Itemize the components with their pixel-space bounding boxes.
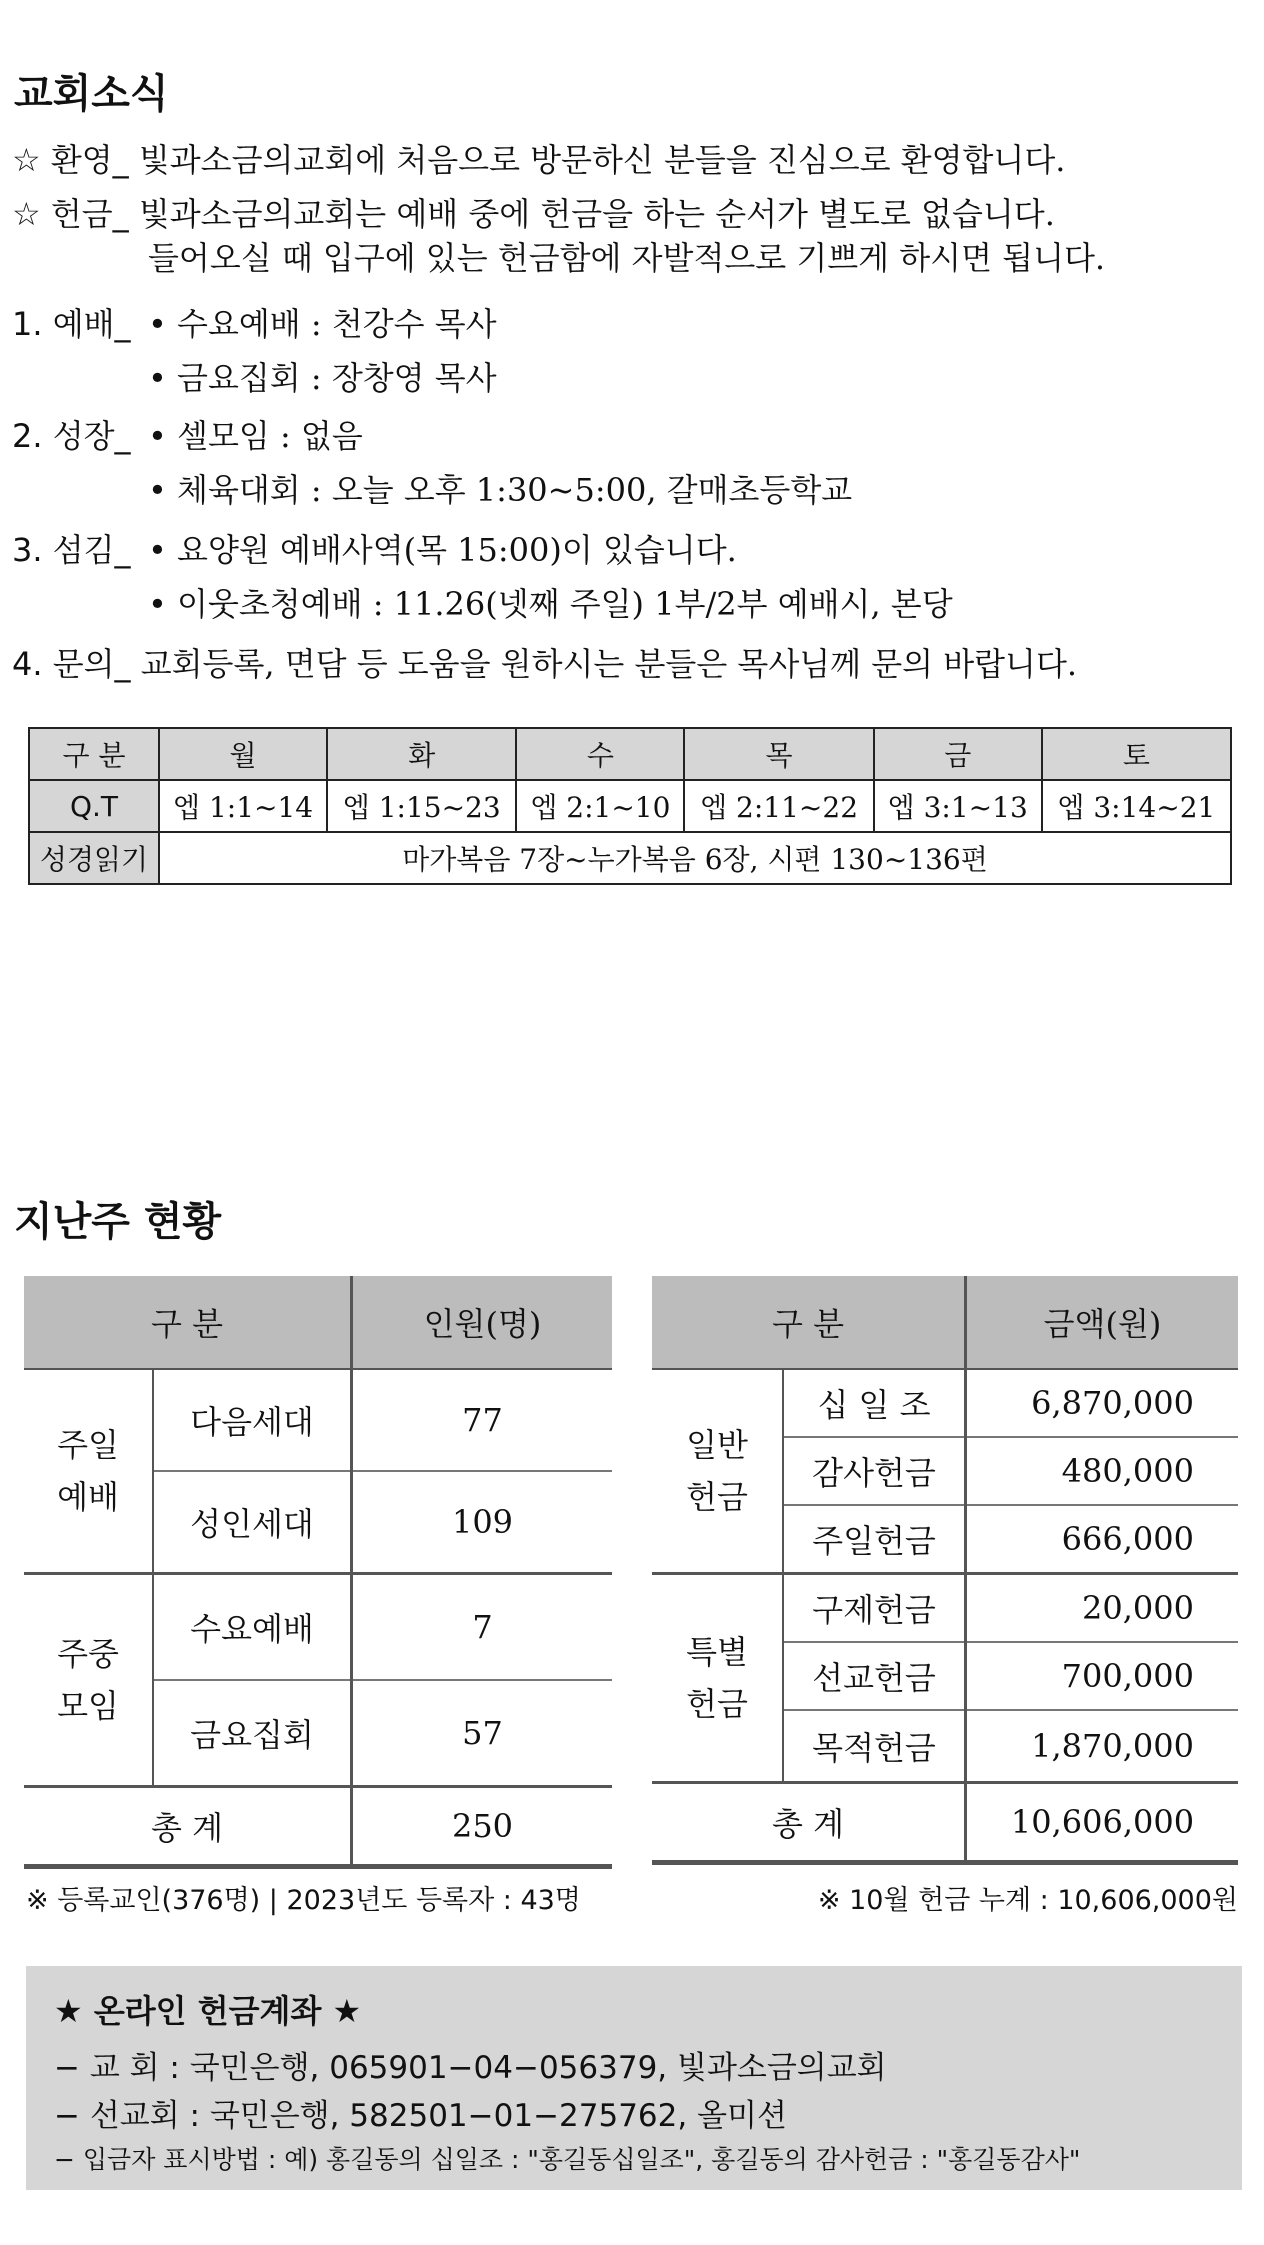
offering-header-amount: 금액(원) bbox=[966, 1276, 1239, 1369]
qt-label: Q.T bbox=[29, 780, 159, 832]
offering-header-row bbox=[652, 1276, 1238, 1369]
welcome-key: ☆ 환영_ bbox=[12, 141, 129, 179]
attendance-row-value: 57 bbox=[352, 1680, 613, 1787]
item4-text: 교회등록, 면담 등 도움을 원하시는 분들은 목사님께 문의 바랍니다. bbox=[140, 645, 1078, 683]
item1-key: 1. 예배_ bbox=[12, 305, 131, 343]
qt-header-cell: 목 bbox=[684, 728, 873, 780]
attendance-total-label: 총 계 bbox=[24, 1787, 352, 1867]
qt-cell: 엡 2:1~10 bbox=[516, 780, 684, 832]
offering-row-label: 구제헌금 bbox=[783, 1574, 966, 1643]
offering-total-label: 총 계 bbox=[652, 1783, 966, 1863]
online-offering-box bbox=[26, 1966, 1242, 2190]
qt-header-cell: 월 bbox=[159, 728, 327, 780]
qt-header-row bbox=[29, 728, 1231, 780]
table-row bbox=[24, 1574, 612, 1681]
attendance-table bbox=[24, 1276, 612, 1869]
offering-text-2: 들어오실 때 입구에 있는 헌금함에 자발적으로 기쁘게 하시면 됩니다. bbox=[148, 239, 1106, 277]
attendance-row-label: 성인세대 bbox=[153, 1471, 352, 1574]
qt-header-cell: 토 bbox=[1042, 728, 1231, 780]
qt-cell: 엡 2:11~22 bbox=[684, 780, 873, 832]
item3-key: 3. 섬김_ bbox=[12, 531, 131, 569]
qt-cell: 엡 3:14~21 bbox=[1042, 780, 1231, 832]
attendance-row-label: 금요집회 bbox=[153, 1680, 352, 1787]
offering-row-value: 20,000 bbox=[966, 1574, 1239, 1643]
attendance-header-row bbox=[24, 1276, 612, 1369]
offering-line bbox=[12, 194, 1055, 234]
online-account-church: − 교 회 : 국민은행, 065901−04−056379, 빛과소금의교회 bbox=[54, 2050, 887, 2086]
item1-a: • 수요예배 : 천강수 목사 bbox=[148, 305, 497, 343]
item3-a: • 요양원 예배사역(목 15:00)이 있습니다. bbox=[148, 531, 737, 569]
qt-cell: 엡 1:1~14 bbox=[159, 780, 327, 832]
offering-group-label: 일반 헌금 bbox=[652, 1369, 783, 1574]
online-account-mission: − 선교회 : 국민은행, 582501−01−275762, 올미션 bbox=[54, 2098, 787, 2134]
attendance-row-label: 수요예배 bbox=[153, 1574, 352, 1681]
offering-row-value: 6,870,000 bbox=[966, 1369, 1239, 1437]
item4-key: 4. 문의_ bbox=[12, 645, 131, 683]
qt-header-cell: 금 bbox=[874, 728, 1042, 780]
offering-row-value: 700,000 bbox=[966, 1642, 1239, 1710]
offering-row-label: 선교헌금 bbox=[783, 1642, 966, 1710]
news-title: 교회소식 bbox=[14, 71, 169, 117]
attendance-header-category: 구 분 bbox=[24, 1276, 352, 1369]
note-monthly-total: ※ 10월 헌금 누계 : 10,606,000원 bbox=[817, 1885, 1238, 1916]
table-row bbox=[652, 1574, 1238, 1643]
offering-group-label: 특별 헌금 bbox=[652, 1574, 783, 1783]
attendance-total-row bbox=[24, 1787, 612, 1867]
qt-cell: 엡 3:1~13 bbox=[874, 780, 1042, 832]
attendance-group-label: 주일 예배 bbox=[24, 1369, 153, 1574]
offering-row-label: 감사헌금 bbox=[783, 1437, 966, 1505]
offering-row-label: 목적헌금 bbox=[783, 1710, 966, 1783]
item1-b: • 금요집회 : 장창영 목사 bbox=[148, 359, 497, 397]
offering-row-label: 십 일 조 bbox=[783, 1369, 966, 1437]
table-row bbox=[652, 1369, 1238, 1437]
offering-total-row bbox=[652, 1783, 1238, 1863]
qt-row bbox=[29, 780, 1231, 832]
stats-title: 지난주 현황 bbox=[14, 1199, 222, 1245]
qt-cell: 엡 1:15~23 bbox=[327, 780, 516, 832]
item3-b: • 이웃초청예배 : 11.26(넷째 주일) 1부/2부 예배시, 본당 bbox=[148, 585, 953, 623]
reading-label: 성경읽기 bbox=[29, 832, 159, 884]
qt-header-cell: 화 bbox=[327, 728, 516, 780]
attendance-row-label: 다음세대 bbox=[153, 1369, 352, 1471]
offering-header-category: 구 분 bbox=[652, 1276, 966, 1369]
attendance-row-value: 7 bbox=[352, 1574, 613, 1681]
attendance-row-value: 109 bbox=[352, 1471, 613, 1574]
attendance-header-count: 인원(명) bbox=[352, 1276, 613, 1369]
reading-row bbox=[29, 832, 1231, 884]
item4-line bbox=[12, 644, 1077, 684]
offering-key: ☆ 헌금_ bbox=[12, 195, 129, 233]
attendance-total-value: 250 bbox=[352, 1787, 613, 1867]
offering-row-value: 480,000 bbox=[966, 1437, 1239, 1505]
item2-a: • 셀모임 : 없음 bbox=[148, 417, 363, 455]
online-deposit-instruction: − 입금자 표시방법 : 예) 홍길동의 십일조 : "홍길동십일조", 홍길동의 감사헌금 : "홍길동감사" bbox=[54, 2145, 1081, 2174]
offering-row-value: 666,000 bbox=[966, 1505, 1239, 1574]
qt-header-cell: 구 분 bbox=[29, 728, 159, 780]
offering-table bbox=[652, 1276, 1238, 1865]
offering-row-value: 1,870,000 bbox=[966, 1710, 1239, 1783]
table-row bbox=[24, 1369, 612, 1471]
attendance-row-value: 77 bbox=[352, 1369, 613, 1471]
item2-key: 2. 성장_ bbox=[12, 417, 131, 455]
welcome-line bbox=[12, 140, 1065, 180]
reading-value: 마가복음 7장~누가복음 6장, 시편 130~136편 bbox=[159, 832, 1231, 884]
offering-total-value: 10,606,000 bbox=[966, 1783, 1239, 1863]
offering-row-label: 주일헌금 bbox=[783, 1505, 966, 1574]
note-registered: ※ 등록교인(376명) | 2023년도 등록자 : 43명 bbox=[26, 1885, 581, 1916]
attendance-group-label: 주중 모임 bbox=[24, 1574, 153, 1787]
qt-table bbox=[28, 727, 1232, 885]
welcome-text: 빛과소금의교회에 처음으로 방문하신 분들을 진심으로 환영합니다. bbox=[138, 141, 1066, 179]
offering-text-1: 빛과소금의교회는 예배 중에 헌금을 하는 순서가 별도로 없습니다. bbox=[138, 195, 1055, 233]
online-title: ★ 온라인 헌금계좌 ★ bbox=[54, 1992, 362, 2030]
item2-b: • 체육대회 : 오늘 오후 1:30~5:00, 갈매초등학교 bbox=[148, 471, 853, 509]
qt-header-cell: 수 bbox=[516, 728, 684, 780]
